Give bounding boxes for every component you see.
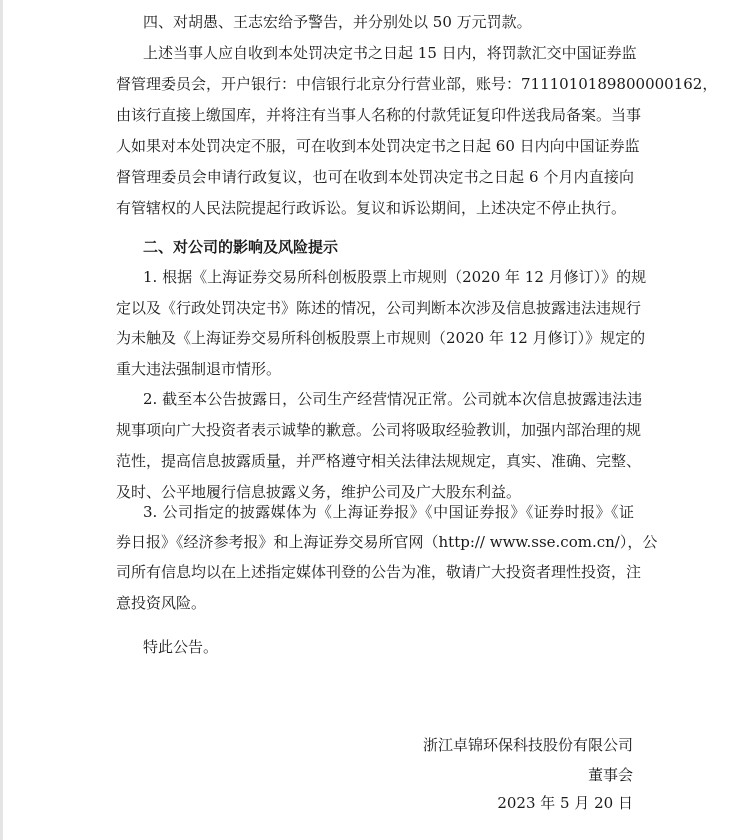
closing-statement: 特此公告。 <box>143 638 219 656</box>
point-1-line: 1. 根据《上海证券交易所科创板股票上市规则（2020 年 12 月修订）》的规 <box>143 268 647 286</box>
point-2-line: 及时、公平地履行信息披露义务，维护公司及广大股东利益。 <box>116 483 522 501</box>
section-heading: 二、对公司的影响及风险提示 <box>143 238 339 256</box>
point-3-line: 司所有信息均以在上述指定媒体刊登的公告为准，敬请广大投资者理性投资，注 <box>116 563 642 581</box>
penalty-item-4: 四、对胡愚、王志宏给予警告，并分别处以 50 万元罚款。 <box>143 13 532 31</box>
payment-paragraph-line: 由该行直接上缴国库，并将注有当事人名称的付款凭证复印件送我局备案。当事 <box>116 106 642 124</box>
payment-paragraph-line: 人如果对本处罚决定不服，可在收到本处罚决定书之日起 60 日内向中国证券监 <box>116 137 640 155</box>
point-1-line: 定以及《行政处罚决定书》陈述的情况，公司判断本次涉及信息披露违法违规行 <box>116 299 642 317</box>
point-2-line: 2. 截至本公告披露日，公司生产经营情况正常。公司就本次信息披露违法违 <box>143 390 643 408</box>
payment-paragraph-line: 督管理委员会，开户银行：中信银行北京分行营业部，账号：7111010189800000162， <box>116 75 718 93</box>
point-1-line: 重大违法强制退市情形。 <box>116 360 282 378</box>
signature-company: 浙江卓锦环保科技股份有限公司 <box>422 736 633 754</box>
point-1-line: 为未触及《上海证券交易所科创板股票上市规则（2020 年 12 月修订）》规定的 <box>116 329 646 347</box>
payment-paragraph-line: 有管辖权的人民法院提起行政诉讼。复议和诉讼期间，上述决定不停止执行。 <box>116 199 627 217</box>
payment-paragraph-line: 督管理委员会申请行政复议，也可在收到本处罚决定书之日起 6 个月内直接向 <box>116 168 634 186</box>
signature-date: 2023 年 5 月 20 日 <box>497 794 633 812</box>
point-3-line: 券日报》《经济参考报》和上海证券交易所官网（http:// www.sse.com.cn/），公 <box>116 533 658 551</box>
point-2-line: 规事项向广大投资者表示诚挚的歉意。公司将吸取经验教训，加强内部治理的规 <box>116 421 642 439</box>
signature-board: 董事会 <box>587 766 633 784</box>
point-3-line: 3. 公司指定的披露媒体为《上海证券报》《中国证券报》《证券时报》《证 <box>143 503 634 521</box>
point-3-line: 意投资风险。 <box>116 594 207 612</box>
point-2-line: 范性，提高信息披露质量，并严格遵守相关法律法规规定，真实、准确、完整、 <box>116 452 642 470</box>
payment-paragraph-line: 上述当事人应自收到本处罚决定书之日起 15 日内，将罚款汇交中国证券监 <box>143 44 637 62</box>
